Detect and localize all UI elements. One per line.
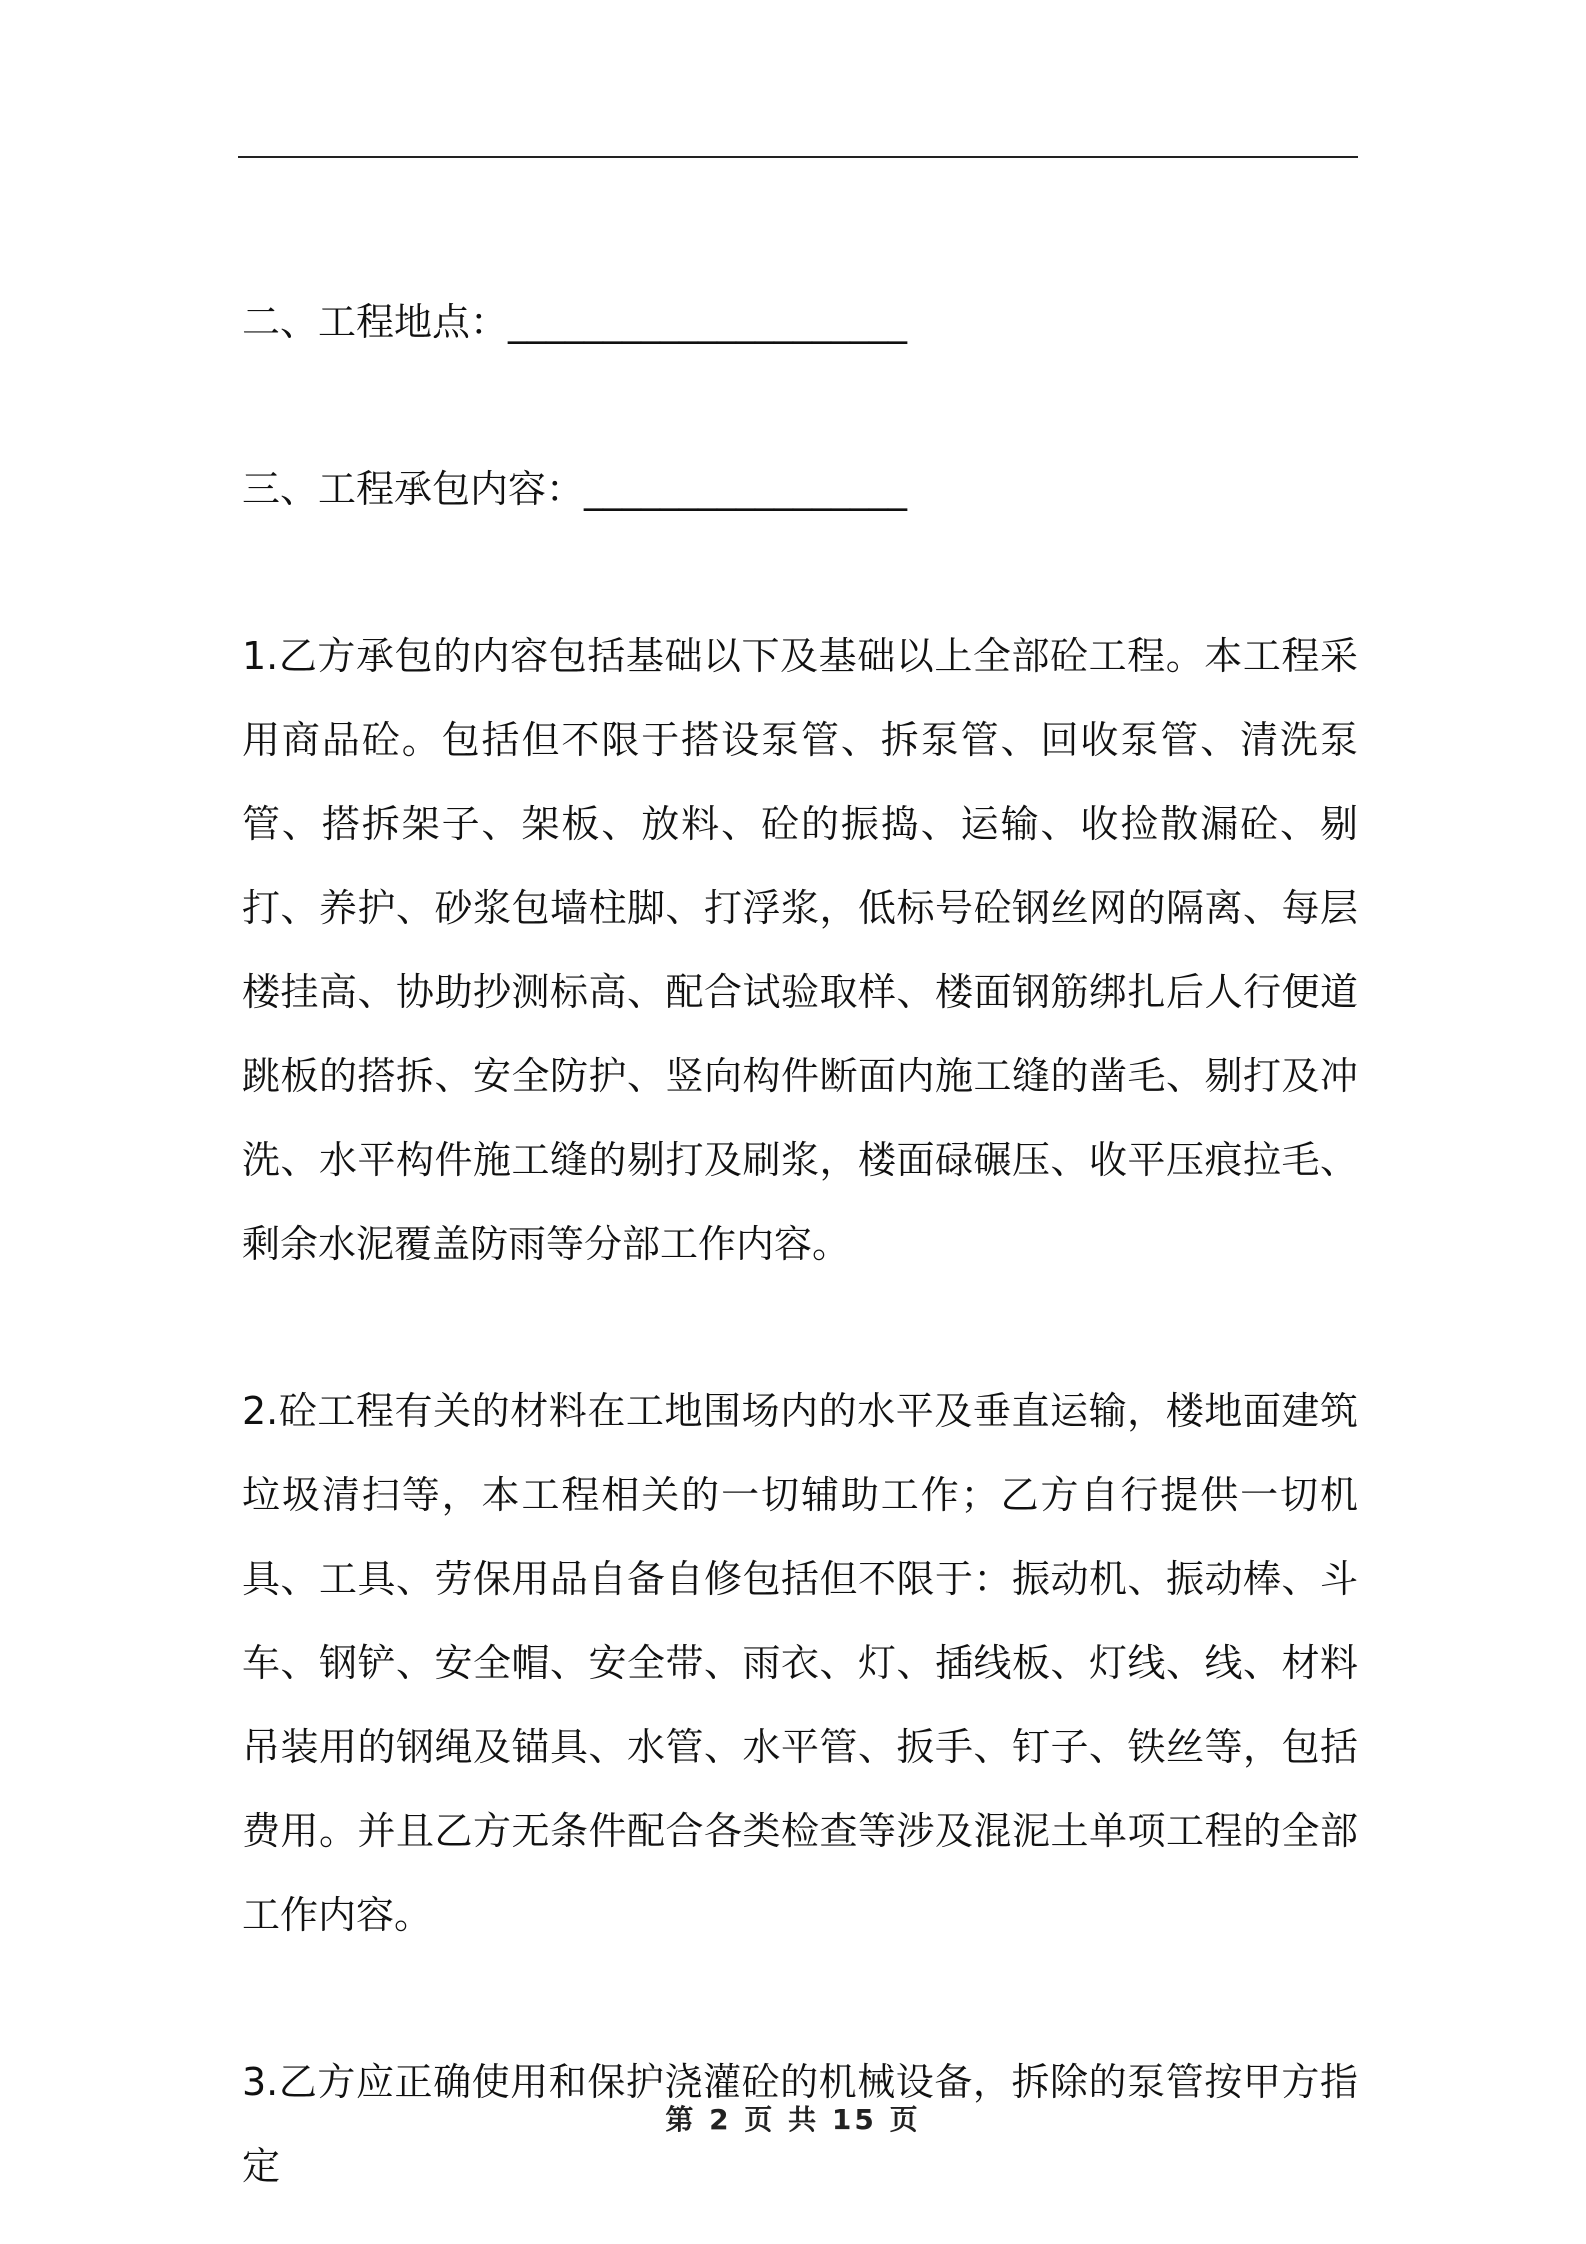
paragraph-2: 2.砼工程有关的材料在工地围场内的水平及垂直运输，楼地面建筑垃圾清扫等，本工程相关的一切辅助工作；乙方自行提供一切机具、工具、劳保用品自备自修包括但不限于：振动机、振动棒、斗车、钢铲、安全帽、安全带、雨衣、灯、插线板、灯线、线、材料吊装用的钢绳及锚具、水管、水平管、扳手、钉子、铁丝等，包括费用。并且乙方无条件配合各类检查等涉及混泥土单项工程的全部工作内容。 bbox=[242, 1389, 1358, 1937]
page-number-footer: 第 2 页 共 15 页 bbox=[665, 2103, 921, 2136]
clause-project-location: 二、工程地点：_____________________ bbox=[242, 300, 908, 344]
paragraph-1: 1.乙方承包的内容包括基础以下及基础以上全部砼工程。本工程采用商品砼。包括但不限于搭设泵管、拆泵管、回收泵管、清洗泵管、搭拆架子、架板、放料、砼的振捣、运输、收捡散漏砼、剔打、养护、砂浆包墙柱脚、打浮浆，低标号砼钢丝网的隔离、每层楼挂高、协助抄测标高、配合试验取样、楼面钢筋绑扎后人行便道跳板的搭拆、安全防护、竖向构件断面内施工缝的凿毛、剔打及冲洗、水平构件施工缝的剔打及刷浆，楼面碌碾压、收平压痕拉毛、剩余水泥覆盖防雨等分部工作内容。 bbox=[242, 634, 1358, 1266]
document-body bbox=[242, 280, 1358, 2208]
header-rule bbox=[238, 156, 1358, 158]
clause-contract-scope: 三、工程承包内容：_________________ bbox=[242, 467, 908, 511]
paragraph-3: 3.乙方应正确使用和保护浇灌砼的机械设备，拆除的泵管按甲方指定 bbox=[242, 2060, 1358, 2188]
